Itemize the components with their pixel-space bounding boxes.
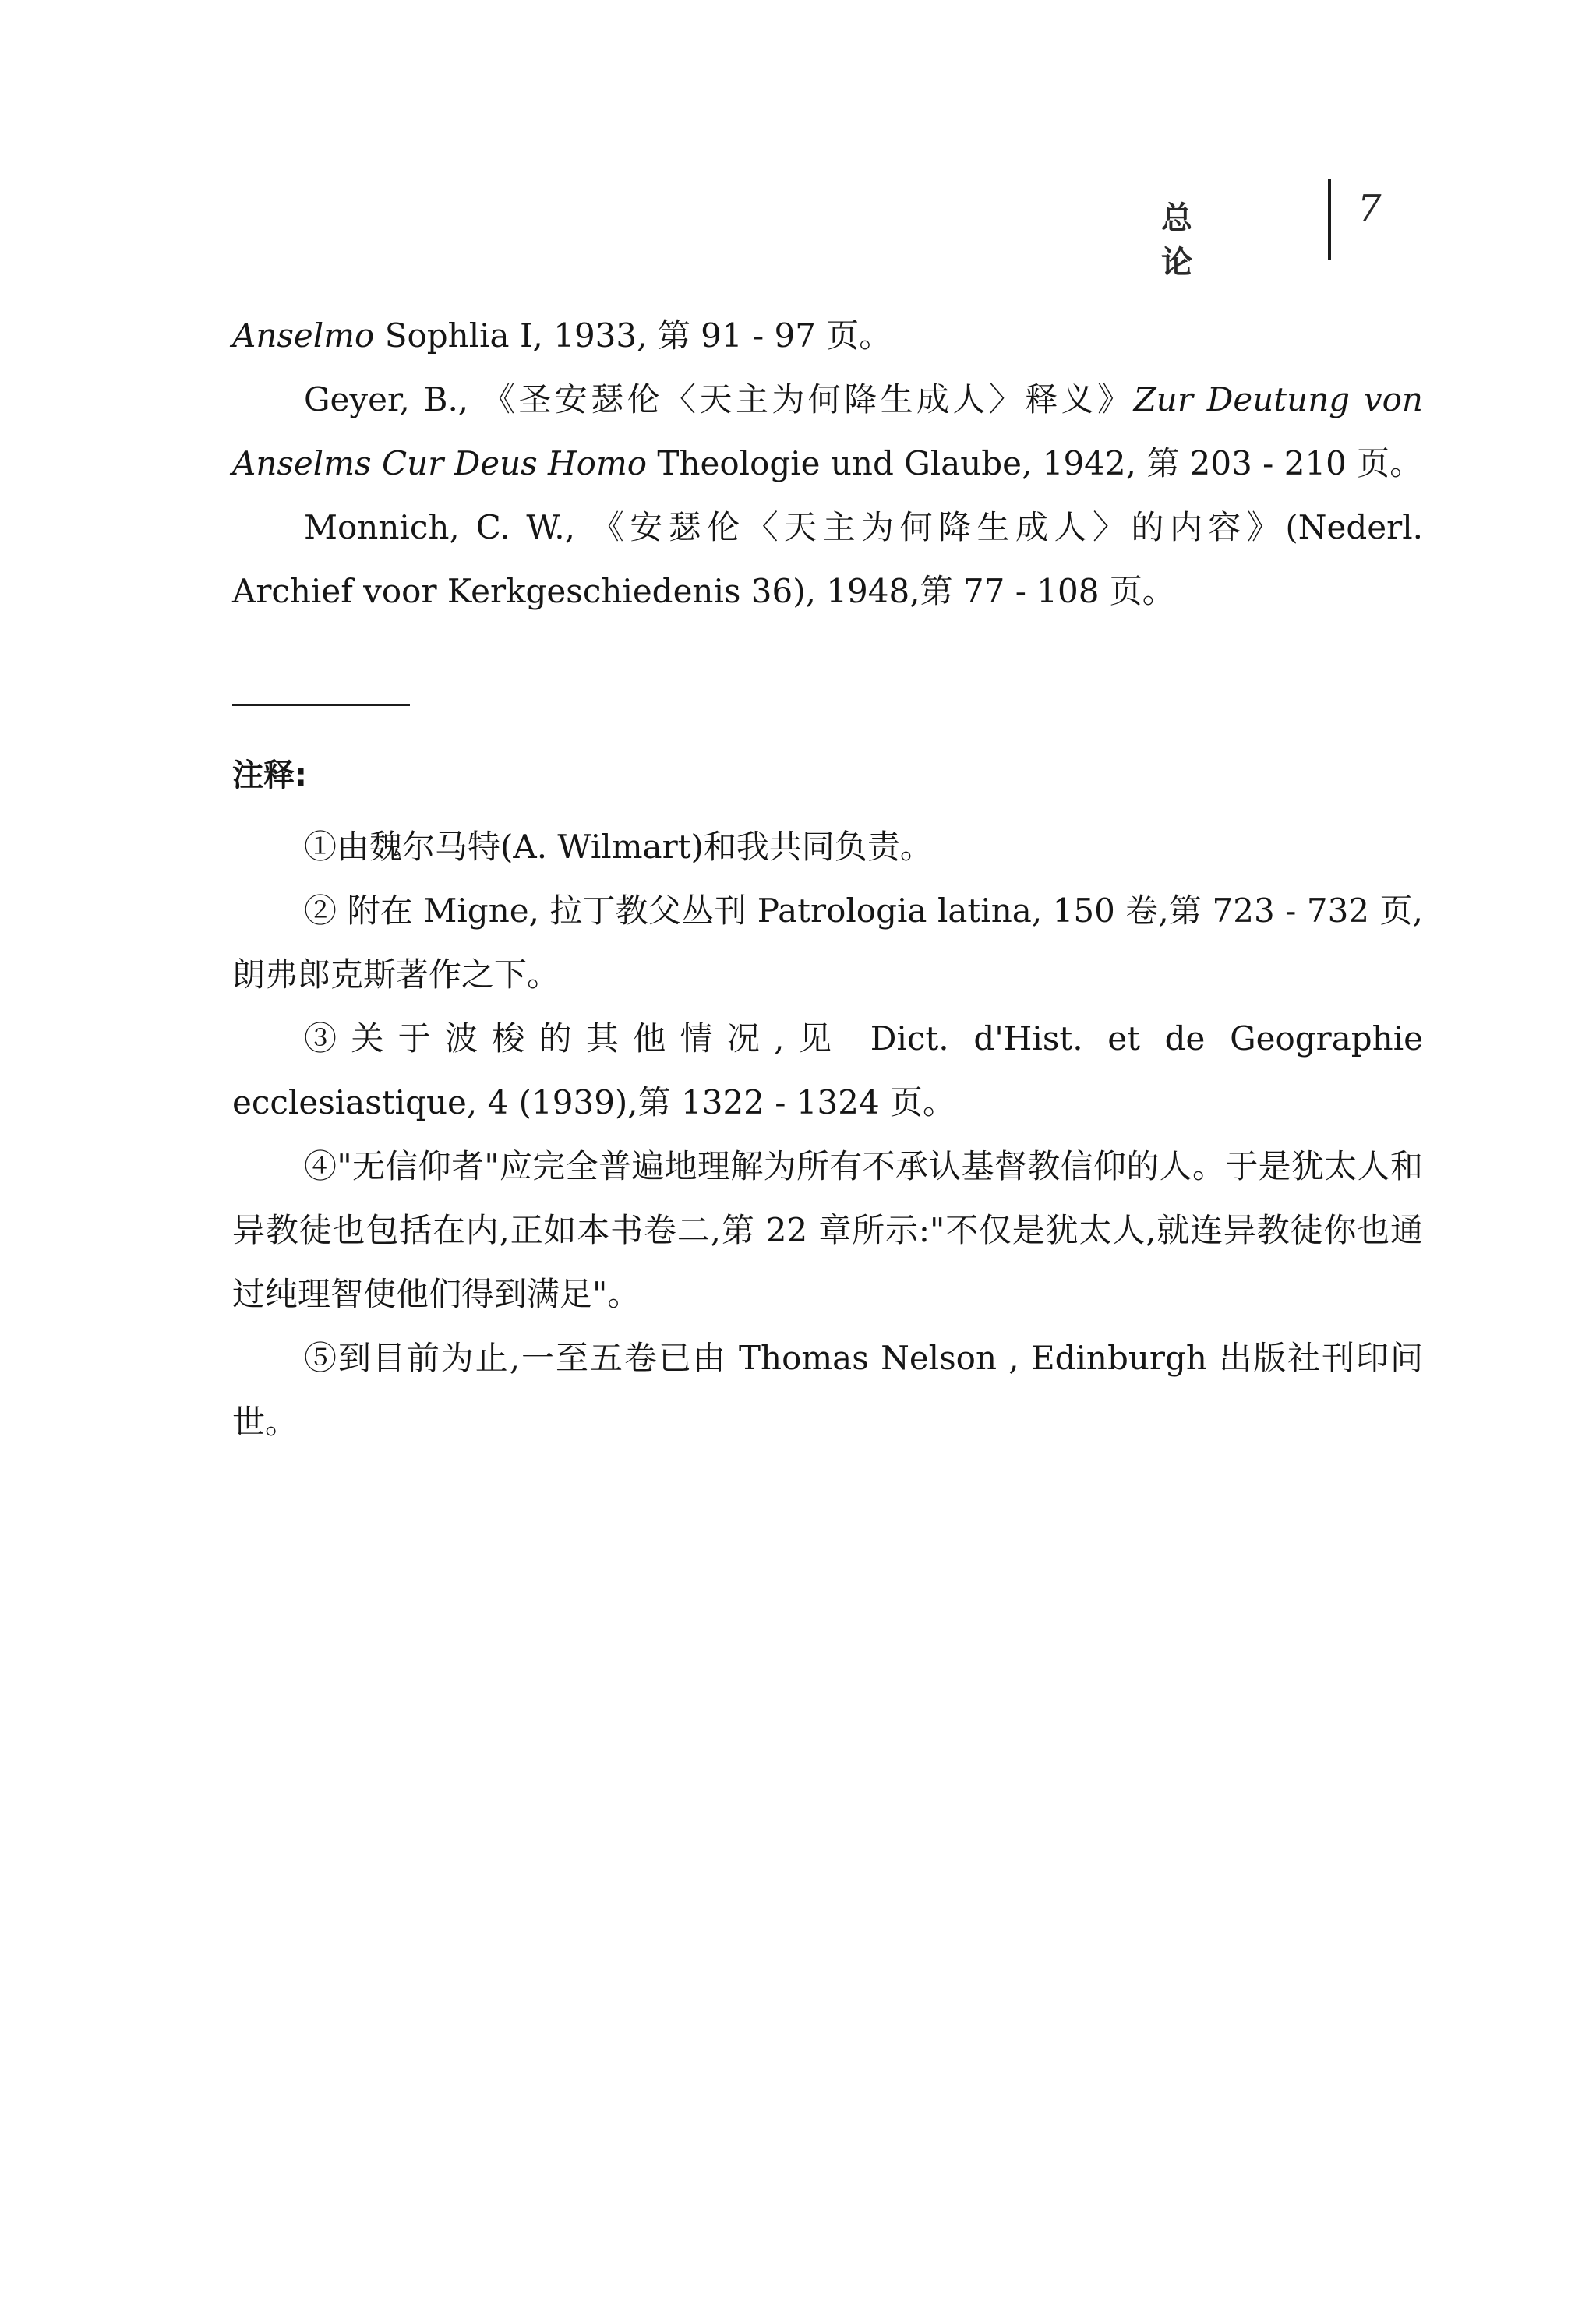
bib-text: Sophlia I, 1933, 第 91 - 97 页。 — [374, 316, 892, 355]
bib-text: Theologie und Glaube, 1942, 第 203 - 210 页。 — [647, 444, 1423, 482]
notes-section — [232, 743, 1423, 1454]
page-number: 7 — [1358, 187, 1382, 231]
bibliography-entry-monnich: Monnich, C. W., 《安瑟伦〈天主为何降生成人〉的内容》(Nederl. Archief voor Kerkgeschiedenis 36), 1948,第 77 - 108 页。 — [232, 508, 1423, 610]
note-item: ③关于波梭的其他情况,见 Dict. d'Hist. et de Geographie ecclesiastique, 4 (1939),第 1322 - 1324 页。 — [232, 1019, 1423, 1121]
running-head-title: 总 论 — [1161, 200, 1262, 281]
bib-text: Geyer, B., 《圣安瑟伦〈天主为何降生成人〉释义》 — [304, 380, 1134, 418]
bib-title-italic: Anselmo — [232, 316, 375, 355]
footnote-separator — [232, 704, 410, 706]
note-item: ⑤到目前为止,一至五卷已由 Thomas Nelson , Edinburgh 出版社刊印问世。 — [232, 1339, 1423, 1441]
bib-title-italic: Zur Deutung von Anselms Cur Deus Homo — [232, 380, 1423, 482]
bibliography-entry-geyer — [232, 368, 1423, 496]
running-head — [1161, 173, 1411, 281]
note-item: ② 附在 Migne, 拉丁教父丛刊 Patrologia latina, 150 卷,第 723 - 732 页,朗弗郎克斯著作之下。 — [232, 892, 1423, 994]
notes-heading: 注释: — [232, 757, 307, 793]
note-item: ①由魏尔马特(A. Wilmart)和我共同负责。 — [304, 828, 933, 866]
bibliography-block — [232, 304, 1423, 623]
running-head-divider — [1328, 179, 1331, 260]
note-item: ④"无信仰者"应完全普遍地理解为所有不承认基督教信仰的人。于是犹太人和异教徒也包括在内,正如本书卷二,第 22 章所示:"不仅是犹太人,就连异教徒你也通过纯理智使他们得到满足"。 — [232, 1147, 1423, 1313]
bibliography-continuation — [232, 304, 1423, 368]
